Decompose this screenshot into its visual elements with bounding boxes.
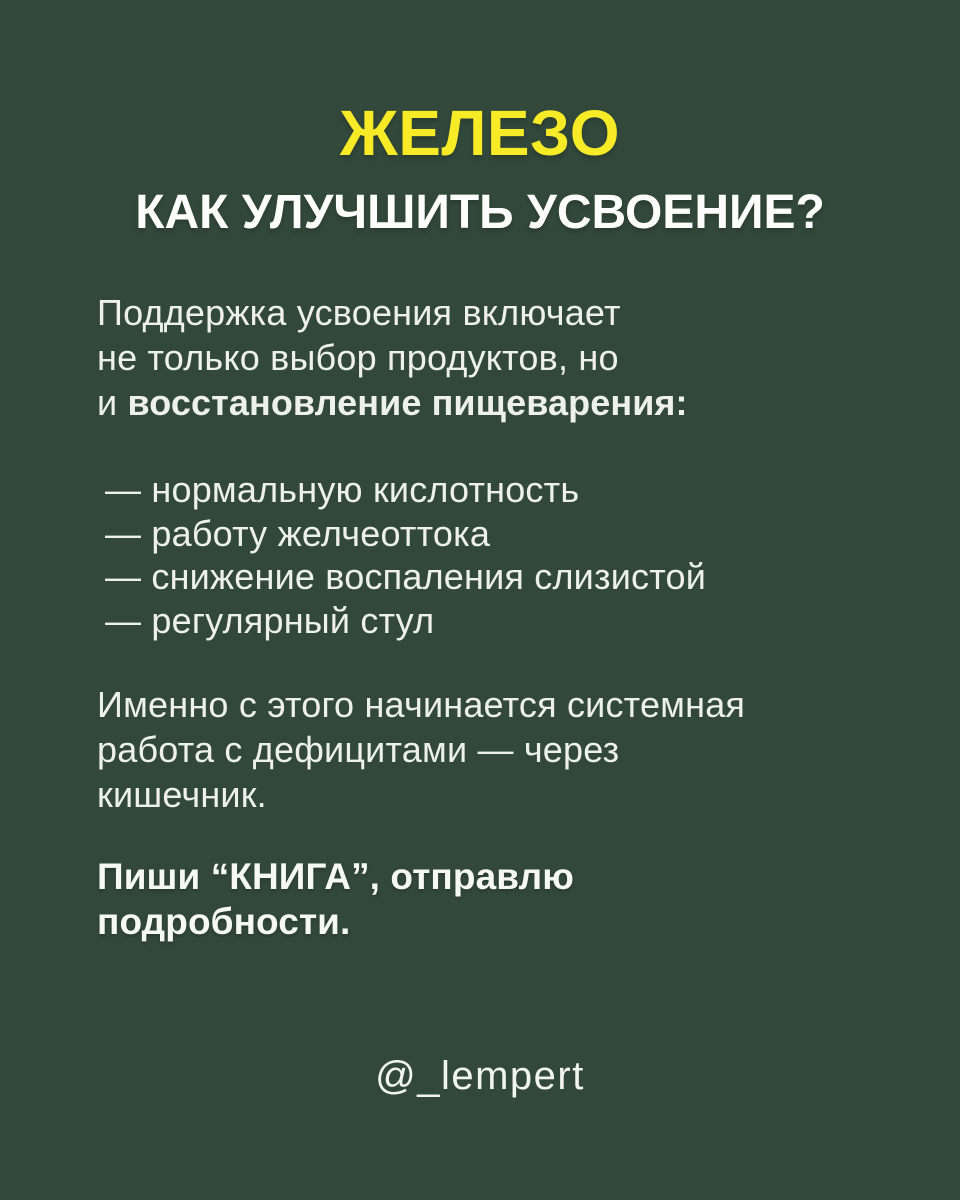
page-title: ЖЕЛЕЗО: [339, 97, 621, 169]
outro-line-1: Именно с этого начинается системная: [97, 684, 746, 725]
cta-line-2: подробности.: [97, 901, 351, 942]
cta-line-1: Пиши “КНИГА”, отправлю: [97, 856, 574, 897]
list-item: — работу желчеоттока: [105, 512, 491, 554]
list-item: — снижение воспаления слизистой: [105, 556, 707, 597]
cta-text: [97, 854, 887, 944]
outro-line-2: работа с дефицитами — через: [97, 729, 620, 770]
intro-line-3-bold: восстановление пищеварения:: [127, 382, 688, 423]
page-subtitle: КАК УЛУЧШИТЬ УСВОЕНИЕ?: [135, 186, 825, 239]
dash-list: [105, 468, 895, 642]
list-item: — нормальную кислотность: [105, 469, 580, 510]
intro-line-3-prefix: и: [97, 382, 128, 423]
intro-line-2: не только выбор продуктов, но: [97, 337, 619, 378]
outro-line-3: кишечник.: [97, 774, 267, 815]
list-item: — регулярный стул: [105, 599, 435, 641]
author-handle: @_lempert: [375, 1054, 585, 1098]
intro-line-1: Поддержка усвоения включает: [97, 292, 621, 333]
intro-paragraph: [97, 290, 887, 425]
outro-paragraph: [97, 682, 887, 817]
